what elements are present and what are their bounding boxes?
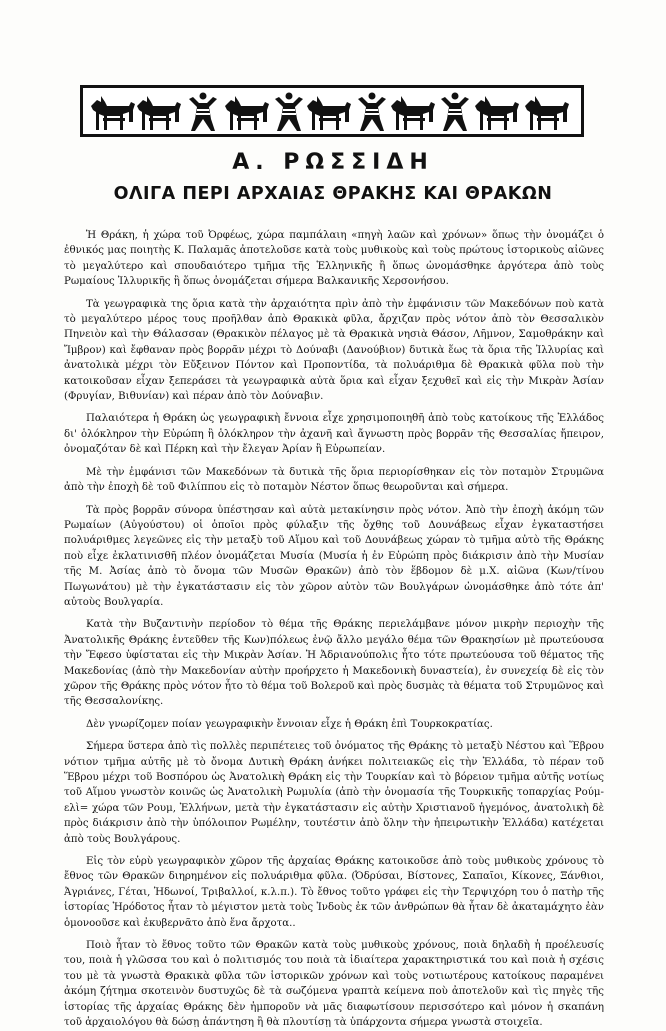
horse-figure-frieze-icon bbox=[83, 88, 581, 134]
paragraph-8: Σήμερα ὕστερα ἀπὸ τὶς πολλὲς περιπέτειες τοῦ ὀνόματος τῆς Θράκης τὸ μεταξὺ Νέστου καὶ Ἕβρου νότιον τμῆμα αὐτῆς μὲ τὸ ὄνομα Δυτικὴ Θράκη ἀνήκει πολιτειακῶς εἰς τὴν Ἑλλάδα, τὸ πέραν τοῦ Ἕβρου μέχρι τοῦ Βοσπόρου ὡς Ἀνατολικὴ Θράκη εἰς τὴν Τουρκίαν καὶ τὸ βόρειον τμῆμα αὐτῆς νοτίως τοῦ Αἵμου γνωστὸν κοινῶς ὡς Ἀνατολικὴ Ρωμυλία (ἀπὸ τὴν ὀνομασία τῆς Τουρκικῆς τοπαρχίας Ρούμ-ελὶ= χώρα τῶν Ρουμ, Ἑλλήνων, μετὰ τὴν ἐγκατάστασιν εἰς αὐτὴν Χριστιανοῦ ἡγεμόνος, ἀνατολικὴ δὲ πρὸς διάκρισιν ἀπὸ τὴν ὑπόλοιπον Ρωμέλην, τουτέστιν ἀπὸ ὅλην τὴν ἠπειρωτικὴν Ἑλλάδα) κατέχεται ἀπὸ τοὺς Βουλγάρους. bbox=[64, 741, 604, 845]
paragraph-3: Παλαιότερα ἡ Θράκη ὡς γεωγραφικὴ ἔννοια εἶχε χρησιμοποιηθῆ ἀπὸ τοὺς κατοίκους τῆς Ἑλλάδος δι' ὁλόκληρον τὴν Εὐρώπη ἢ ὁλόκληρον τὴν ἀχανῆ καὶ ἄγνωστη πρὸς βορρᾶν τῆς Θεσσαλίας ἤπειρον, ὀνομαζόταν δὲ καὶ Πέρκη καὶ τὴν ἔλεγαν Ἀρίαν ἢ Εὐρωπείαν. bbox=[64, 413, 604, 456]
paragraph-10: Ποιὸ ἦταν τὸ ἔθνος τοῦτο τῶν Θρακῶν κατὰ τοὺς μυθικοὺς χρόνους, ποιὰ δηλαδὴ ἡ προέλευσίς του, ποιὰ ἡ γλῶσσα του καὶ ὁ πολιτισμός του ποιὰ τὰ ἰδιαίτερα χαρακτηριστικά του καὶ ποιὰ ἡ σχέσις του μὲ τὰ γνωστὰ Θρακικὰ φῦλα τῶν ἱστορικῶν χρόνων καὶ τοὺς νοτιωτέρους κατοίκους παραμένει ἀκόμη ζήτημα σκοτεινὸν δυστυχῶς δὲ τὰ σωζόμενα γραπτὰ κείμενα ποὺ ἀποτελοῦν καὶ τὶς πηγὲς τῆς ἱστορίας τῆς ἀρχαίας Θράκης δὲν ἠμποροῦν νὰ μᾶς διαφωτίσουν περισσότερο καὶ μόνον ἡ σκαπάνη τοῦ ἀρχαιολόγου θὰ δώσῃ ἀπάντηση ἢ θὰ πλουτίσῃ τὰ ὑπάρχοντα σήμερα γνωστὰ στοιχεῖα. bbox=[64, 940, 604, 1029]
paragraph-6: Κατὰ τὴν Βυζαντινὴν περίοδον τὸ θέμα τῆς Θράκης περιελάμβανε μόνον μικρὴν περιοχὴν τῆς Ἀνατολικῆς Θράκης ἐντεῦθεν τῆς Κων)πόλεως ἐνῷ ἄλλο μεγάλο θέμα τῶν Θρακησίων μὲ πρωτεύουσα τὴν Ἔφεσο ὑφίσταται εἰς τὴν Μικρὰν Ἀσίαν. Ἡ Ἀδριανούπολις ἦτο τότε πρωτεύουσα τοῦ θέματος τῆς Μακεδονίας (ἀπὸ τὴν Μακεδονίαν αὐτὴν προήρχετο ἡ Μακεδονικὴ δυναστεία), ἐν συνεχείᾳ δὲ εἰς τὸν χῶρον τῆς Θράκης πρὸς νότον ἦτο τὸ θέμα τοῦ Βολεροῦ καὶ πρὸς δυσμὰς τὰ θέματα τοῦ Στρυμῶνος καὶ τῆς Θεσσαλονίκης. bbox=[64, 619, 604, 708]
paragraph-5: Τὰ πρὸς βορρᾶν σύνορα ὑπέστησαν καὶ αὐτὰ μετακίνησιν πρὸς νότον. Ἀπὸ τὴν ἐποχὴ ἀκόμη τῶν Ρωμαίων (Αὐγούστου) οἱ ὁποῖοι πρὸς φύλαξιν τῆς ὄχθης τοῦ Δουνάβεως εἶχαν ἐγκαταστήσει πολυάριθμες λεγεῶνες εἰς τὴν μεταξὺ τοῦ Αἵμου καὶ τοῦ Δουνάβεως χώραν τὸ τμῆμα αὐτὸ τῆς Θράκης ποὺ εἶχε ἐκλατινισθῆ πλέον ὀνομάζεται Μυσία (Μυσία ἡ ἐν Εὐρώπη πρὸς διάκρισιν ἀπὸ τὴν Μυσίαν τῆς Μ. Ἀσίας ἀπὸ τὸ ὄνομα τῶν Μυσῶν Θρακῶν) ἀπὸ τὸν ἕβδομον δὲ μ.Χ. αἰῶνα (Κων/τίνου Πωγωνάτου) μὲ τὴν ἐγκατάστασιν εἰς τὸν χῶρον αὐτὸν τῶν Βουλγάρων ὠνομάσθηκε ἀπὸ τότε ἀπ' αὐτοὺς Βουλγαρία. bbox=[64, 504, 604, 608]
article-title: ΟΛΙΓΑ ΠΕΡΙ ΑΡΧΑΙΑΣ ΘΡΑΚΗΣ ΚΑΙ ΘΡΑΚΩΝ bbox=[113, 184, 553, 204]
paragraph-7: Δὲν γνωρίζομεν ποίαν γεωγραφικὴν ἔννοιαν εἶχε ἡ Θράκη ἐπὶ Τουρκοκρατίας. bbox=[86, 718, 493, 730]
paragraph-9: Εἰς τὸν εὐρὺ γεωγραφικὸν χῶρον τῆς ἀρχαίας Θράκης κατοικοῦσε ἀπὸ τοὺς μυθικοὺς χρόνους τὸ ἔθνος τῶν Θρακῶν διηρημένον εἰς πολυάριθμα φῦλα. (Ὀδρύσαι, Βίστονες, Σαπαῖοι, Κίκονες, Ξάνθιοι, Ἀγριάνες, Γέται, Ἠδωνοί, Τριβαλλοί, κ.λ.π.). Τὸ ἔθνος τοῦτο γράφει εἰς τὴν Τερψιχόρη του ὁ πατὴρ τῆς ἱστορίας Ἡρόδοτος ἦταν τὸ μέγιστον μετὰ τοὺς Ἰνδοὺς ἐκ τῶν ἀνθρώπων θὰ ἦταν δὲ ἀκαταμάχητο ἐὰν ὁμονοοῦσε καὶ ἐκυβερνᾶτο ἀπὸ ἕνα ἄρχοτα.. bbox=[64, 856, 604, 929]
author-name: Α. ΡΩΣΣΙΔΗ bbox=[232, 150, 434, 175]
paragraph-4: Μὲ τὴν ἐμφάνισι τῶν Μακεδόνων τὰ δυτικὰ τῆς ὅρια περιορίσθηκαν εἰς τὸν ποταμὸν Στρυμῶνα ἀπὸ τὴν ἐποχὴ δὲ τοῦ Φιλίππου εἰς τὸ ποταμὸν Νέστον ὅπως θεωροῦνται καὶ σήμερα. bbox=[64, 466, 604, 494]
article-body bbox=[64, 228, 604, 1031]
decorative-frieze bbox=[80, 85, 584, 137]
paragraph-1: Ἡ Θράκη, ἡ χώρα τοῦ Ὀρφέως, χώρα παμπάλαιη «πηγὴ λαῶν καὶ χρόνων» ὅπως τὴν ὀνομάζει ὁ ἐθνικός μας ποιητὴς Κ. Παλαμᾶς ἀποτελοῦσε κατὰ τοὺς μυθικοὺς καὶ τοὺς πρώτους ἱστορικοὺς αἰῶνες τὸ μεγαλύτερο καὶ σπουδαιότερο τμῆμα τῆς Ἑλληνικῆς ἢ ὅπως ὠνομάσθηκε ἀργότερα ἀπὸ τοὺς Ρωμαίους Ἰλλυρικῆς ἢ ὅπως ὀνομάζεται σήμερα Βαλκανικῆς Χερσονήσου. bbox=[64, 230, 604, 288]
paragraph-2: Τὰ γεωγραφικὰ της ὅρια κατὰ τὴν ἀρχαιότητα πρὶν ἀπὸ τὴν ἐμφάνισιν τῶν Μακεδόνων ποὺ κατὰ τὸ μεγαλύτερο μέρος τους προῆλθαν ἀπὸ Θρακικὰ φῦλα, ἄρχιζαν πρὸς νότον ἀπὸ τὸν Θεσσαλικὸν Πηνειὸν καὶ τὴν Θάλασσαν (Θρακικὸν πέλαγος μὲ τὰ Θρακικὰ νησιὰ Θάσον, Λῆμνον, Σαμοθράκην καὶ Ἴμβρον) καὶ ἔφθαναν πρὸς βορρᾶν μέχρι τὸ Δούναβι (Δανούβιον) δυτικὰ ἕως τὰ ὅρια τῆς Ἰλλυρίας καὶ ἀνατολικὰ μέχρι τὸν Εὔξεινον Πόντον καὶ Προποντίδα, τὰ πολυάριθμα δὲ Θρακικὰ φῦλα ποὺ τὴν κατοικοῦσαν εἶχαν ξεπεράσει τὰ γεωγραφικὰ αὐτὰ ὅρια καὶ εἶχαν ξεχυθεῖ καὶ εἰς τὴν Μικρὰν Ἀσίαν (Φρυγίαν, Βιθυνίαν) καὶ πέραν ἀπὸ τὸν Δούναβιν. bbox=[64, 298, 604, 403]
